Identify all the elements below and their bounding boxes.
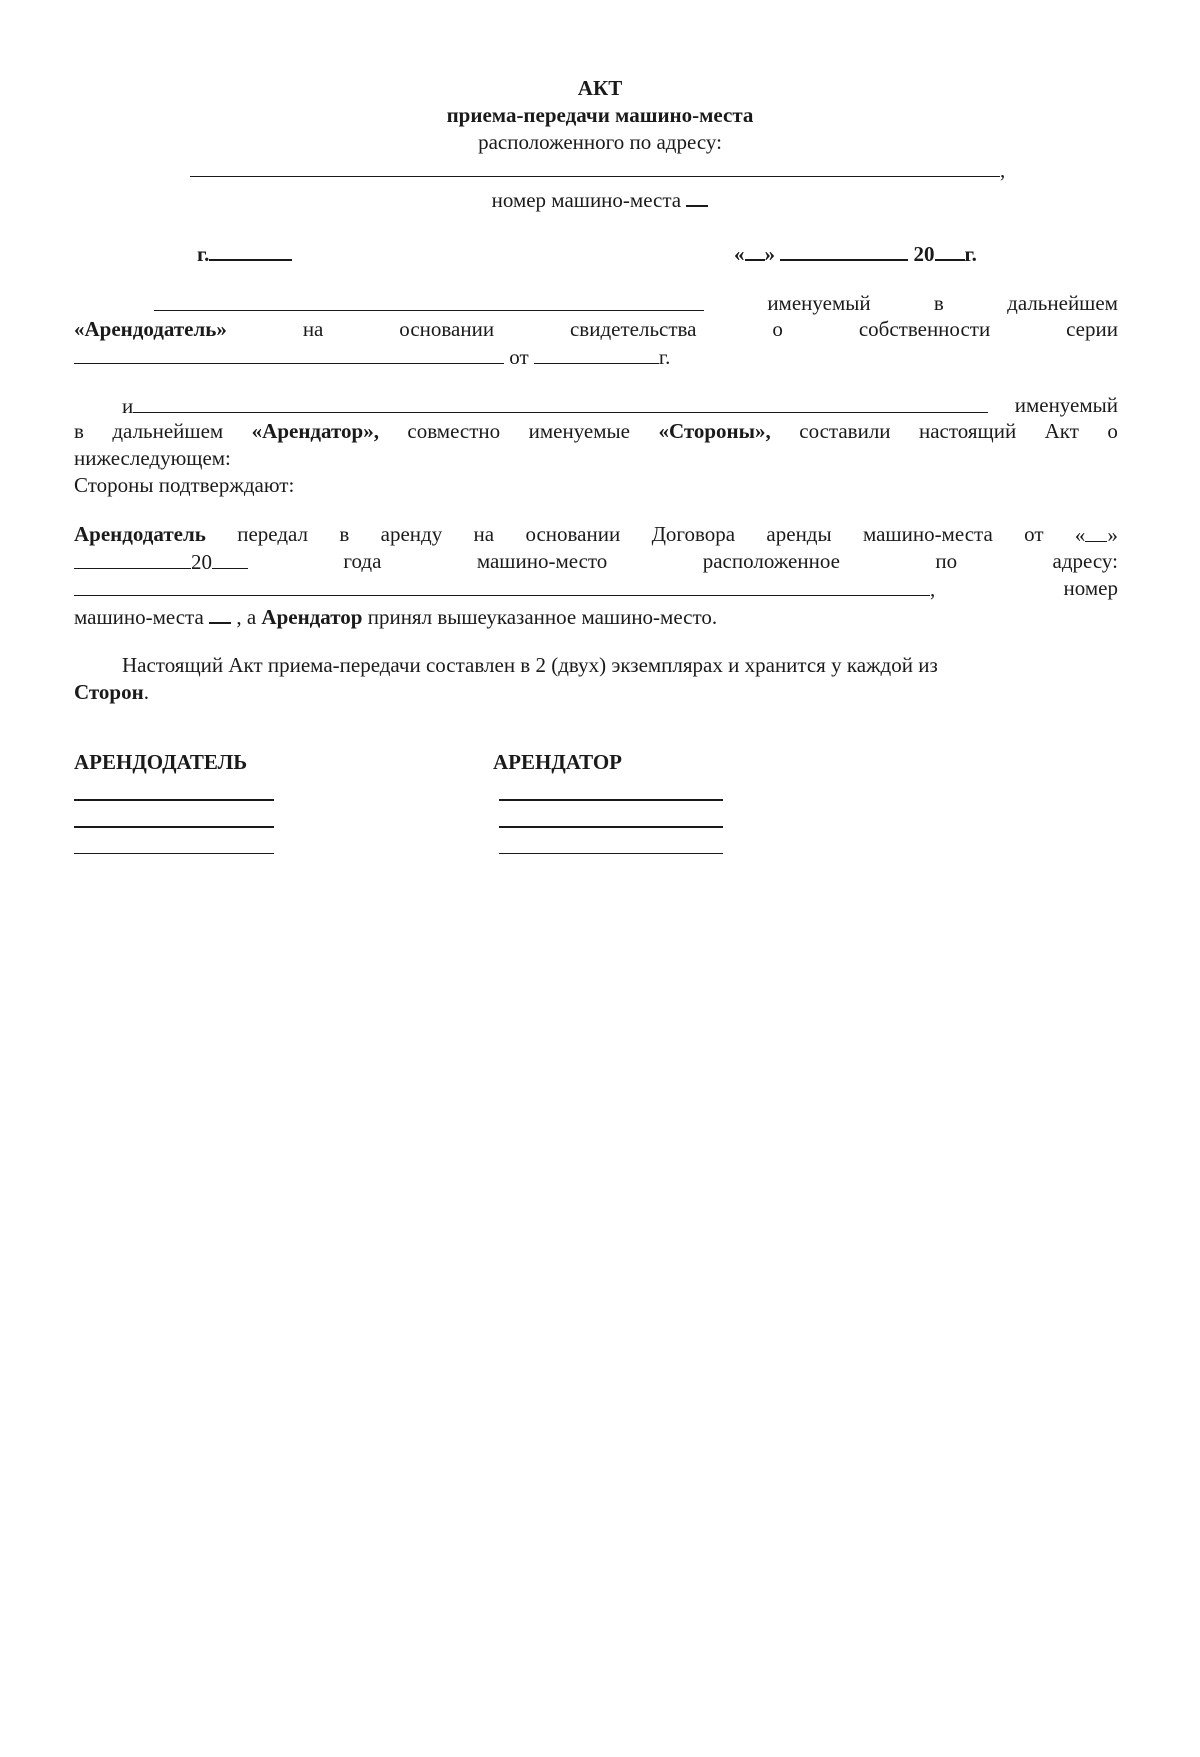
address-comma: , <box>1000 158 1006 182</box>
word: по <box>935 549 958 573</box>
quote-close: » <box>1107 523 1118 547</box>
word: машино-места <box>862 522 993 546</box>
contract-year-blank <box>212 548 248 569</box>
transfer-address-blank <box>74 575 930 596</box>
landlord-name-blank <box>154 290 704 311</box>
landlord-line-2 <box>74 316 1118 343</box>
parties-term: «Стороны», <box>658 419 771 443</box>
word: свидетельства <box>569 317 697 341</box>
word: и <box>122 394 134 418</box>
landlord-line-3 <box>74 343 670 371</box>
transfer-place-number-blank <box>209 602 231 624</box>
word: о <box>1107 419 1118 443</box>
date-month-blank <box>780 239 908 261</box>
landlord-signature-line <box>74 826 274 828</box>
year-prefix: 20 <box>191 550 212 574</box>
word: совместно <box>407 419 501 443</box>
quote-open: « <box>1074 523 1086 547</box>
word: передал <box>237 522 309 546</box>
word: настоящий <box>919 419 1017 443</box>
word: машино-место <box>476 549 608 573</box>
place-number-row <box>0 185 1200 214</box>
date-quote-open: « <box>734 242 745 266</box>
word: на <box>302 317 324 341</box>
tenant-signature-line <box>499 826 723 828</box>
tenant-line-2 <box>74 418 1118 445</box>
landlord-signature-line <box>74 799 274 801</box>
word: аренды <box>766 522 832 546</box>
landlord-role: «Арендодатель» <box>74 317 227 341</box>
word: в <box>933 291 944 315</box>
transfer-address-field <box>74 575 935 603</box>
word: о <box>772 317 783 341</box>
landlord-line-1 <box>154 290 1118 317</box>
copies-line-1: Настоящий Акт приема-передачи составлен в 2 (двух) экземплярах и хранится у каждой из <box>122 653 938 677</box>
tenant-term: Арендатор <box>261 605 363 629</box>
word: именуемый <box>767 291 871 315</box>
landlord-signature-line <box>74 853 274 854</box>
word: от <box>1024 522 1044 546</box>
tenant-line-3: нижеследующем: <box>74 446 231 470</box>
word: аренду <box>380 522 443 546</box>
transfer-line-2 <box>74 548 1118 576</box>
word: дальнейшем <box>112 419 224 443</box>
transfer-line-1 <box>74 521 1118 549</box>
word: дальнейшем <box>1007 291 1118 315</box>
date-year-blank <box>935 239 965 261</box>
address-intro: расположенного по адресу: <box>478 130 722 154</box>
certificate-series-blank <box>74 343 504 364</box>
address-line <box>190 156 1005 184</box>
dot: . <box>143 680 149 704</box>
transfer-line-3 <box>74 575 1118 603</box>
date-year-prefix: 20 <box>913 242 935 266</box>
word: машино-места <box>74 605 204 629</box>
landlord-term: Арендодатель <box>74 522 206 546</box>
contract-day-field <box>1075 521 1118 549</box>
place-number-blank <box>686 185 708 207</box>
word: собственности <box>858 317 991 341</box>
document-subtitle: приема-передачи машино-места <box>446 103 754 127</box>
transfer-line-4 <box>74 602 717 631</box>
word: адресу: <box>1052 549 1118 573</box>
tenant-line-1 <box>122 392 1118 420</box>
city-prefix: г. <box>197 242 210 266</box>
word: в <box>74 419 84 443</box>
contract-day-blank <box>1085 521 1107 542</box>
contract-year-field <box>74 548 248 576</box>
word: основании <box>525 522 621 546</box>
word: принял вышеуказанное машино-место. <box>367 605 718 629</box>
city-field <box>197 239 292 268</box>
tenant-signature-line <box>499 799 723 801</box>
address-blank <box>190 156 1000 177</box>
contract-month-blank <box>74 548 191 569</box>
tenant-signature-label: АРЕНДАТОР <box>493 750 622 774</box>
word: Акт <box>1044 419 1079 443</box>
word: года <box>343 549 382 573</box>
place-number-label: номер машино-места <box>491 188 682 212</box>
word: Договора <box>651 522 736 546</box>
tenant-signature-line <box>499 853 723 854</box>
word: составили <box>799 419 891 443</box>
parties-term: Сторон <box>74 680 144 704</box>
tenant-name-blank <box>133 392 988 413</box>
word: номер <box>1063 576 1118 600</box>
date-field <box>734 239 977 268</box>
landlord-signature-label: АРЕНДОДАТЕЛЬ <box>74 750 248 774</box>
word: серии <box>1066 317 1118 341</box>
city-blank <box>209 239 292 261</box>
certificate-date-blank <box>534 343 659 364</box>
word: расположенное <box>702 549 840 573</box>
document-title: АКТ <box>577 76 623 100</box>
tenant-role: «Арендатор», <box>251 419 379 443</box>
word: в <box>339 522 350 546</box>
word: от <box>509 345 529 369</box>
date-day-blank <box>745 239 765 261</box>
date-quote-close: » <box>764 242 775 266</box>
word: основании <box>399 317 495 341</box>
parties-confirm: Стороны подтверждают: <box>74 473 295 497</box>
comma: , <box>930 577 936 601</box>
word: на <box>473 522 495 546</box>
word: г. <box>658 345 671 369</box>
word: именуемый <box>1014 393 1118 417</box>
word: , а <box>236 605 257 629</box>
date-year-suffix: г. <box>964 242 977 266</box>
word: именуемые <box>528 419 630 443</box>
copies-line-2 <box>74 679 149 706</box>
